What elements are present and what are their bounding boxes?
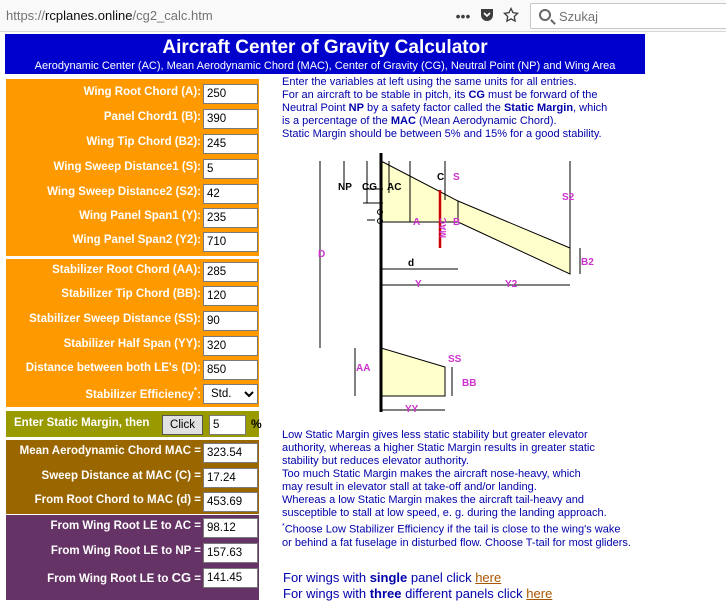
pocket-icon[interactable] — [478, 7, 496, 25]
search-icon — [539, 9, 551, 21]
label-mac: MAC — [438, 217, 448, 238]
url-host: rcplanes.online — [45, 8, 133, 23]
field-label: Stabilizer Sweep Distance (SS): — [29, 313, 201, 325]
stab-efficiency-select[interactable] — [203, 384, 258, 404]
field-label: From Wing Root LE to AC = — [50, 520, 201, 532]
le-to-np-output[interactable] — [203, 543, 258, 563]
field-label: Distance between both LE's (D): — [25, 362, 201, 374]
label-y: Y — [415, 279, 422, 290]
label-c: C — [437, 172, 445, 183]
link-single-panel: For wings with single panel click here — [283, 570, 502, 585]
input-row — [6, 205, 259, 230]
output-row — [6, 540, 259, 565]
field-label: Sweep Distance at MAC (C) = — [41, 470, 201, 482]
url-path: /cg2_calc.htm — [132, 8, 213, 23]
page-subtitle: Aerodynamic Center (AC), Mean Aerodynamic Chord (MAC), Center of Gravity (CG), Neutral Point (NP) and Wing Area — [34, 60, 616, 72]
input-row — [6, 381, 259, 406]
field-label: Stabilizer Root Chord (AA): — [52, 264, 201, 276]
label-aa: AA — [356, 363, 371, 374]
label-np: NP — [338, 182, 352, 193]
mac-outputs-panel — [6, 440, 259, 514]
input-row — [6, 229, 259, 254]
three-panels-link[interactable]: here — [526, 586, 553, 601]
input-row — [6, 308, 259, 333]
static-margin-label: Enter Static Margin, then — [14, 417, 150, 429]
wing-span1-input[interactable] — [203, 208, 258, 228]
le-to-ac-output[interactable] — [203, 518, 258, 538]
input-row — [6, 357, 259, 382]
label-d-small: d — [408, 258, 415, 269]
field-label: Wing Sweep Distance1 (S): — [53, 161, 201, 173]
input-row — [6, 131, 259, 156]
search-input[interactable] — [530, 3, 726, 29]
input-row — [6, 259, 259, 284]
le-outputs-panel — [6, 515, 259, 600]
stab-root-chord-input[interactable] — [203, 262, 258, 282]
stab-tip-chord-input[interactable] — [203, 286, 258, 306]
output-row — [6, 465, 259, 490]
label-bb: BB — [462, 378, 477, 389]
input-row — [6, 283, 259, 308]
field-label: Wing Panel Span1 (Y): — [79, 210, 201, 222]
input-row — [6, 106, 259, 131]
label-yy: YY — [405, 404, 419, 415]
mac-output[interactable] — [203, 443, 258, 463]
output-row — [6, 440, 259, 465]
url-bar[interactable] — [6, 8, 213, 23]
stabilizer-inputs-panel — [6, 259, 259, 407]
field-label: Wing Tip Chord (B2): — [86, 136, 201, 148]
page-header — [5, 34, 645, 74]
single-panel-link[interactable]: here — [475, 570, 502, 585]
field-label: Wing Sweep Distance2 (S2): — [47, 186, 201, 198]
output-row — [6, 489, 259, 514]
stab-sweep-input[interactable] — [203, 311, 258, 331]
search-placeholder: Szukaj — [559, 9, 599, 24]
field-label: From Root Chord to MAC (d) = — [34, 494, 201, 506]
link-three-panels: For wings with three different panels click here — [283, 586, 553, 601]
wing-span2-input[interactable] — [203, 232, 258, 252]
more-actions-icon[interactable]: ••• — [455, 8, 471, 24]
field-label: Stabilizer Efficiency*: — [85, 386, 201, 401]
root-to-mac-output[interactable] — [203, 492, 258, 512]
output-row — [6, 515, 259, 540]
input-row — [6, 156, 259, 181]
label-big-d: D — [318, 249, 326, 260]
field-label: Wing Panel Span2 (Y2): — [72, 234, 201, 246]
browser-toolbar — [0, 0, 726, 32]
le-to-cg-output[interactable] — [203, 568, 258, 588]
field-label: Wing Root Chord (A): — [83, 86, 201, 98]
input-row — [6, 333, 259, 358]
field-label: Mean Aerodynamic Chord MAC = — [19, 445, 201, 457]
input-row — [6, 81, 259, 106]
label-a: A — [413, 217, 421, 228]
intro-text: Enter the variables at left using the same units for all entries. For an aircraft to be stable in pitch, its CG must be forward of the Neutral Point NP by a safety factor called the Static Margin, which is a percentage of the MAC (Mean Aerodynamic Chord). Static Margin should be between 5% and 15% for a good stability. — [282, 76, 608, 140]
page-title: Aircraft Center of Gravity Calculator — [162, 37, 488, 58]
label-ac: AC — [387, 182, 402, 193]
label-ss: SS — [448, 354, 462, 365]
panel-chord1-input[interactable] — [203, 109, 258, 129]
wing-geometry-diagram — [300, 148, 610, 420]
static-margin-row — [6, 411, 262, 437]
wing-root-chord-input[interactable] — [203, 84, 258, 104]
label-b: B — [453, 217, 461, 228]
label-s2: S2 — [562, 192, 575, 203]
label-s: S — [453, 172, 460, 183]
wing-tip-chord-input[interactable] — [203, 134, 258, 154]
url-scheme: https:// — [6, 8, 46, 23]
field-label: Stabilizer Tip Chord (BB): — [61, 288, 201, 300]
label-b2: B2 — [581, 257, 594, 268]
label-y2: Y2 — [505, 279, 518, 290]
calculate-button[interactable]: Click — [162, 415, 203, 435]
field-label: From Wing Root LE to CG = — [47, 570, 201, 585]
label-cg: CG — [362, 182, 377, 193]
output-row — [6, 565, 259, 590]
field-label: From Wing Root LE to NP = — [50, 545, 201, 557]
stab-half-span-input[interactable] — [203, 336, 258, 356]
static-margin-info-text: Low Static Margin gives less static stability but greater elevator authority, whereas a higher Static Margin results in greater static stability but reduces elevator authority. Too much Static Margin makes the aircraft nose-heavy, which may result in elevator stall at take-off and/or landing. Whereas a low Static Margin makes the aircraft tail-heavy and susceptible to stall at low speed, e. g. during the landing approach. *Choose Low Stabilizer Efficiency if the tail is close to the wing's wake or behind a fat fuselage in disturbed flow. Choose T-tail for most gliders. — [282, 429, 631, 549]
field-label: Panel Chord1 (B): — [103, 111, 201, 123]
sweep-at-mac-output[interactable] — [203, 468, 258, 488]
static-margin-input[interactable] — [209, 415, 246, 435]
input-row — [6, 181, 259, 206]
wing-sweep1-input[interactable] — [203, 159, 258, 179]
field-label: Stabilizer Half Span (YY): — [63, 338, 201, 350]
le-distance-input[interactable] — [203, 360, 258, 380]
wing-inputs-panel — [6, 79, 259, 256]
bookmark-star-icon[interactable] — [502, 7, 520, 25]
wing-sweep2-input[interactable] — [203, 184, 258, 204]
percent-unit: % — [251, 417, 262, 431]
